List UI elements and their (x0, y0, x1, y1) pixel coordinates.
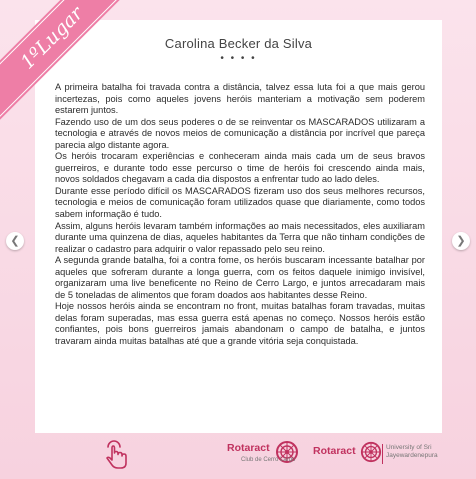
author-name: Carolina Becker da Silva (164, 36, 313, 51)
logo-subtitle: Club de Cerro Largo (241, 457, 296, 463)
first-place-ribbon: 1ºLugar (0, 0, 133, 119)
rotaract-university-logo (313, 441, 448, 471)
paragraph: A primeira batalha foi travada contra a distância, talvez essa luta foi a que mais gerou incertezas, pois como aqueles jovens heróis manteriam a motivação sem poderem estarem juntos. (55, 82, 425, 116)
logo-name: Rotaract (313, 445, 356, 457)
chevron-right-icon: ❯ (456, 235, 466, 247)
paragraph: Durante esse período difícil os MASCARADOS fizeram uso dos seus melhores recursos, tecnologia e meios de comunicação foram utilizados quase que diariamente, como todos sabem informação é tudo. (55, 185, 425, 220)
paragraph: Os heróis trocaram experiências e conheceram ainda mais cada um de seus bravos guerreiros, e durante todo esse percurso o time de heróis foi crescendo ainda mais, novos soldados chegavam a cada dia dispostos a enfrentar tudo ao lado deles. (55, 151, 425, 185)
logo-name: Rotaract (227, 442, 270, 454)
paragraph: Fazendo uso de um dos seus poderes o de se reinventar os MASCARADOS utilizaram a tecnologia e através de novos meios de comunicação a distância por incrível que pareça parecia algo distante agora. (55, 116, 425, 150)
story-card (35, 20, 442, 433)
logo-divider (382, 444, 383, 464)
paragraph: Assim, alguns heróis levaram também informações ao mais necessitados, eles auxiliaram durante uma quinzena de dias, aqueles habitantes da Terra que não tinham condições de realizar o cadastro para adquirir o valor repassado pelo seu reino. (55, 220, 425, 254)
chevron-left-icon: ❮ (10, 235, 20, 247)
tap-hand-icon (104, 440, 130, 470)
next-slide-button[interactable] (452, 232, 470, 250)
separator-dots: • • • • (220, 53, 257, 64)
rotaract-cerro-largo-logo (227, 437, 307, 471)
paragraph: A segunda grande batalha, foi a contra fome, os heróis buscaram incessante batalhar por aqueles que sofreram durante a longa guerra, com os feitos daquele inimigo invisível, organizaram uma live beneficente no Reino de Cerro Largo, e juntos arrecadaram mais de 5 toneladas de alimentos que foram doados aos habitantes desse Reino. (55, 255, 425, 300)
university-line-2: Jayewardenepura (386, 452, 438, 459)
story-body (55, 82, 425, 348)
university-line-1: University of Sri (386, 444, 432, 451)
prev-slide-button[interactable] (6, 232, 24, 250)
rotary-wheel-icon (360, 441, 382, 463)
paragraph: Hoje nossos heróis ainda se encontram no front, muitas batalhas foram travadas, muitas delas foram superadas, mas essa guerra está apenas no começo. Nossos heróis estão confiantes, pois bons guerreiros jamais abandonam o campo de batalha, e juntos travaram ainda muitas batalhas até que a grande vitória seja conquistada. (55, 301, 425, 347)
